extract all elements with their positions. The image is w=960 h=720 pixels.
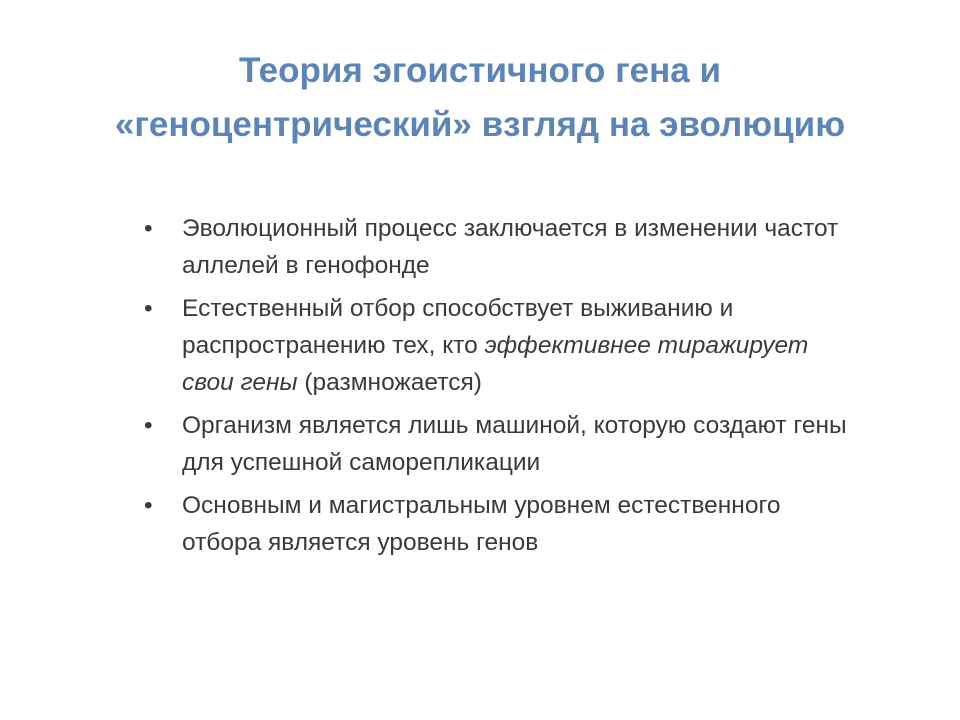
bullet-text-4: Основным и магистральным уровнем естественного отбора является уровень генов: [182, 492, 781, 556]
bullet-text-2-emphasis: эффективнее тиражирует свои гены: [182, 332, 809, 396]
bullet-item-2: [144, 290, 864, 401]
bullet-text-1: Эволюционный процесс заключается в изменении частот аллелей в генофонде: [182, 215, 839, 279]
bullet-item-1: [144, 210, 864, 284]
bullet-text-2-after: (размножается): [297, 369, 482, 396]
title-line-1: Теория эгоистичного гена и: [239, 51, 721, 90]
bullet-list: [144, 210, 864, 567]
slide-title: [40, 44, 920, 152]
bullet-item-3: [144, 407, 864, 481]
bullet-marker: •: [144, 295, 153, 322]
bullet-text-2-before: Естественный отбор способствует выживанию и распространению тех, кто: [182, 295, 734, 359]
bullet-marker: •: [144, 492, 153, 519]
bullet-text-2: [182, 290, 864, 401]
bullet-marker: •: [144, 412, 153, 439]
bullet-text-3: Организм является лишь машиной, которую создают гены для успешной саморепликации: [182, 412, 847, 476]
bullet-marker: •: [144, 215, 153, 242]
bullet-item-4: [144, 487, 864, 561]
title-line-2: «геноцентрический» взгляд на эволюцию: [114, 105, 846, 144]
